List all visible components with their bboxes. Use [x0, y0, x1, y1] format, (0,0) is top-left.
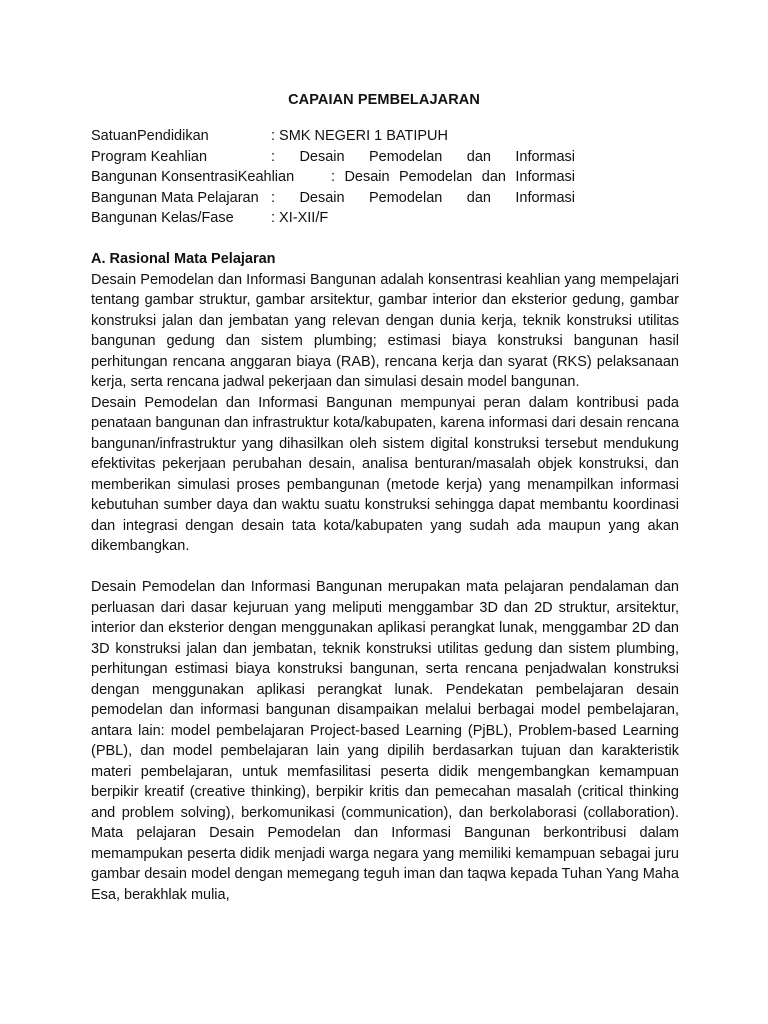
paragraph-spacer — [91, 557, 679, 578]
meta-value: : Desain Pemodelan dan Informasi — [331, 169, 575, 185]
paragraph-1: Desain Pemodelan dan Informasi Bangunan adalah konsentrasi keahlian yang mempelajari tentang gambar struktur, gambar arsitektur, gambar interior dan eksterior gedung, gambar konstruksi jalan dan jembatan yang relevan dengan dunia kerja, teknik konstruksi utilitas bangunan gedung dan sistem plumbing; estimasi biaya konstruksi bangunan hasil perhitungan rencana anggaran biaya (RAB), rencana kerja dan syarat (RKS) pelaksanaan kerja, serta rencana jadwal pekerjaan dan simulasi desain model bangunan. — [91, 271, 679, 390]
meta-value: : XI-XII/F — [271, 210, 329, 226]
meta-value: : Desain Pemodelan dan Informasi — [271, 189, 575, 206]
meta-value: : Desain Pemodelan dan Informasi — [271, 148, 575, 165]
meta-row-program — [91, 147, 575, 168]
meta-value: : SMK NEGERI 1 BATIPUH — [271, 128, 448, 144]
meta-row-kelas — [91, 208, 575, 229]
meta-row-konsentrasi — [91, 167, 575, 188]
meta-label: Bangunan Kelas/Fase — [91, 210, 234, 226]
meta-label: Bangunan Mata Pelajaran — [91, 189, 259, 206]
meta-row-satuan — [91, 126, 575, 147]
paragraph-2: Desain Pemodelan dan Informasi Bangunan mempunyai peran dalam kontribusi pada penataan bangunan dan infrastruktur kota/kabupaten, karena informasi dari desain rencana bangunan/infrastruktur yang dihasilkan oleh sistem digital konstruksi tersebut mendukung efektivitas pekerjaan perubahan desain, analisa benturan/masalah objek konstruksi, dan memberikan simulasi proses pembangunan (metode kerja) yang menampilkan informasi kebutuhan sumber daya dan waktu suatu konstruksi sehingga dapat membantu koordinasi dan integrasi dengan desain tata kota/kabupaten yang sudah ada maupun yang akan dikembangkan. — [91, 394, 679, 554]
meta-label: Bangunan KonsentrasiKeahlian — [91, 169, 295, 185]
meta-label: SatuanPendidikan — [91, 128, 209, 144]
page-title: CAPAIAN PEMBELAJARAN — [288, 92, 480, 108]
section-heading: A. Rasional Mata Pelajaran — [91, 251, 276, 267]
paragraph-3: Desain Pemodelan dan Informasi Bangunan merupakan mata pelajaran pendalaman dan perluasan dari dasar kejuruan yang meliputi menggambar 3D dan 2D struktur, arsitektur, interior dan eksterior dengan menggunakan aplikasi perangkat lunak, menggambar 2D dan 3D konstruksi jalan dan jembatan, teknik konstruksi utilitas gedung dan sistem plumbing, perhitungan estimasi biaya konstruksi bangunan, serta rencana penjadwalan konstruksi dengan menggunakan aplikasi perangkat lunak. Pendekatan pembelajaran desain pemodelan dan informasi bangunan disampaikan melalui berbagai model pembelajaran, antara lain: model pembelajaran Project-based Learning (PjBL), Problem-based Learning (PBL), dan model pembelajaran lain yang dipilih berdasarkan tujuan dan karakteristik materi pembelajaran, untuk memfasilitasi peserta didik mengembangkan kemampuan berpikir kreatif (creative thinking), berpikir kritis dan pemecahan masalah (critical thinking and problem solving), berkomunikasi (communication), dan berkolaborasi (collaboration). Mata pelajaran Desain Pemodelan dan Informasi Bangunan berkontribusi dalam memampukan peserta didik menjadi warga negara yang memiliki kemampuan sebagai juru gambar desain model dengan memegang teguh iman dan taqwa kepada Tuhan Yang Maha Esa, berakhlak mulia, — [91, 579, 679, 903]
meta-row-mapel — [91, 188, 575, 209]
meta-label: Program Keahlian — [91, 148, 208, 165]
identity-table — [91, 126, 575, 229]
section-rasional — [91, 249, 679, 905]
